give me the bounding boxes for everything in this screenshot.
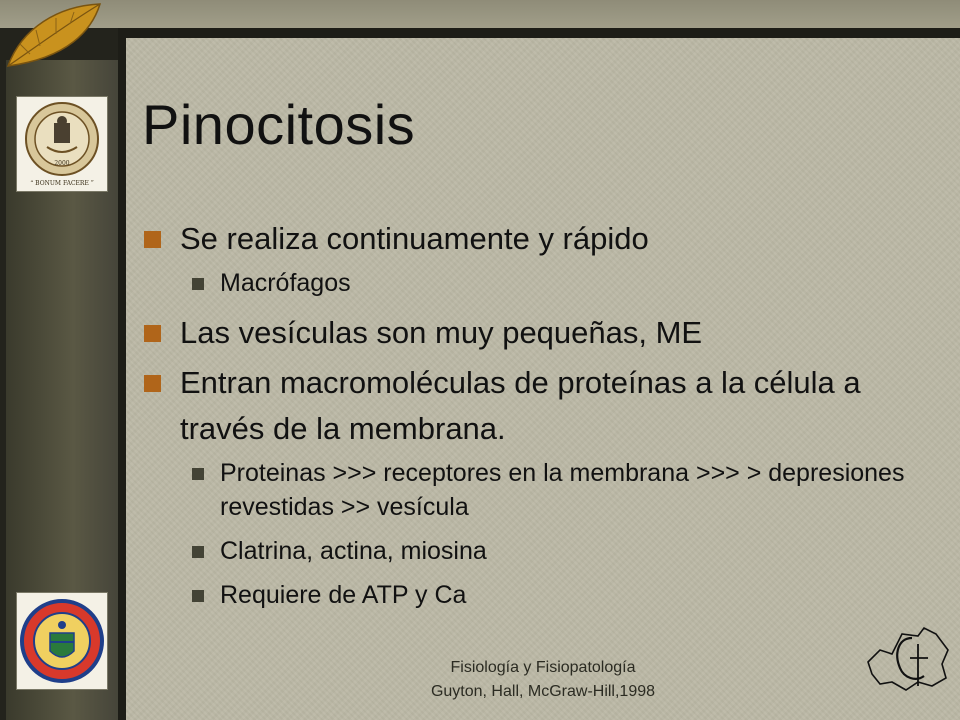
bullet-list xyxy=(142,216,932,622)
sub-bullet-square-icon xyxy=(192,278,204,290)
bullet-square-icon xyxy=(144,231,161,248)
bullet-item xyxy=(142,310,932,356)
seal-emblem-icon xyxy=(17,97,107,191)
sub-bullet-item xyxy=(142,456,932,524)
bullet-item xyxy=(142,360,932,452)
university-crest-bottom xyxy=(16,592,108,690)
sub-bullet-square-icon xyxy=(192,468,204,480)
seal-year: 2000 xyxy=(54,160,70,167)
sub-bullet-square-icon xyxy=(192,546,204,558)
bullet-text: Entran macromoléculas de proteínas a la célula a través de la membrana. xyxy=(180,365,861,446)
slide-title: Pinocitosis xyxy=(142,93,416,156)
sub-bullet-text: Proteinas >>> receptores en la membrana >>> > depresiones revestidas >> vesícula xyxy=(220,459,905,521)
sub-bullet-square-icon xyxy=(192,590,204,602)
slide-footer xyxy=(378,656,708,704)
bullet-text: Se realiza continuamente y rápido xyxy=(180,221,649,256)
footer-line-course: Fisiología y Fisiopatología xyxy=(450,659,636,676)
sub-bullet-text: Macrófagos xyxy=(220,269,351,297)
sub-bullet-item xyxy=(142,534,932,568)
corner-map-logo-icon xyxy=(862,624,952,694)
university-seal-top xyxy=(16,96,108,192)
bullet-item xyxy=(142,216,932,262)
crest-emblem-icon xyxy=(17,593,107,689)
sub-bullet-text: Requiere de ATP y Ca xyxy=(220,581,467,609)
sub-bullet-text: Clatrina, actina, miosina xyxy=(220,537,487,565)
sub-bullet-item xyxy=(142,266,932,300)
sub-bullet-item xyxy=(142,578,932,612)
bullet-text: Las vesículas son muy pequeñas, ME xyxy=(180,315,703,350)
leaf-decoration-icon xyxy=(0,0,110,72)
seal-motto: “ BONUM FACERE ” xyxy=(30,180,94,187)
bullet-square-icon xyxy=(144,375,161,392)
footer-line-reference: Guyton, Hall, McGraw-Hill,1998 xyxy=(430,683,656,700)
top-band xyxy=(0,0,960,28)
bullet-square-icon xyxy=(144,325,161,342)
